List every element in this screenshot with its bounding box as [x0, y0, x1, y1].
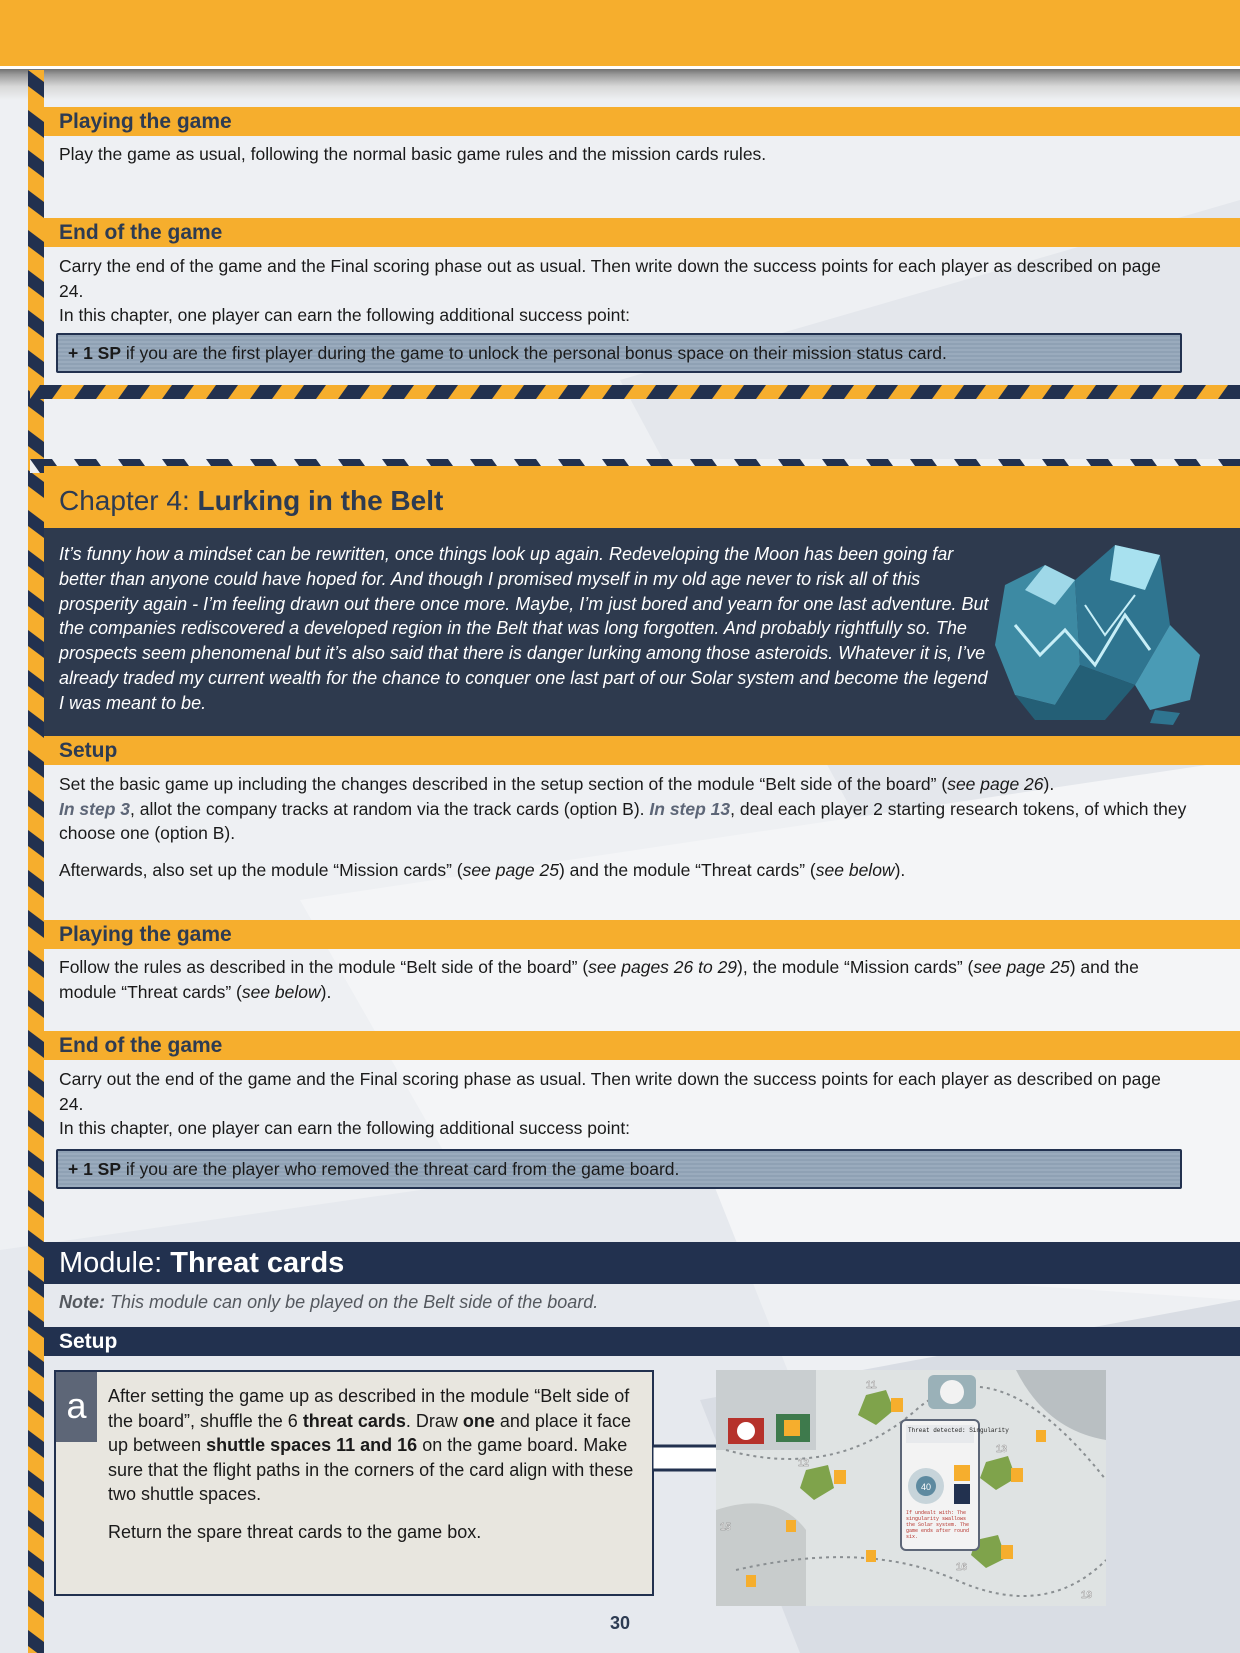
playing-text-2: [59, 955, 1189, 1004]
space-label-13: 13: [996, 1444, 1008, 1455]
playing-text-d: ).: [320, 981, 332, 1002]
section-heading-end: End of the game: [44, 218, 1240, 247]
setup-text: [59, 772, 1189, 846]
hazard-divider: [30, 385, 1240, 399]
module-setup-heading: Setup: [44, 1327, 1240, 1356]
end-text: [59, 254, 1189, 328]
setup-ref-2: see page 25: [462, 860, 559, 880]
setup-ref-3: see below: [815, 860, 895, 880]
chapter-name: Lurking in the Belt: [197, 485, 444, 516]
step-return-text: Return the spare threat cards to the game box.: [108, 1522, 482, 1542]
step-one: one: [462, 1410, 495, 1431]
setup-step-13: In step 13: [649, 798, 731, 819]
success-point-box: [56, 333, 1182, 373]
setup-text-3c: ).: [894, 860, 906, 880]
setup-text-2b: , deal each player 2 starting research tokens, of which they choose one (option B).: [59, 798, 1187, 843]
sp-amount: + 1 SP: [68, 343, 122, 363]
space-label-16: 16: [956, 1562, 968, 1573]
section-heading-setup: Setup: [44, 736, 1240, 765]
space-label-12: 12: [798, 1458, 810, 1469]
header-shadow: [0, 66, 1240, 100]
sp-amount-2: + 1 SP: [68, 1159, 122, 1179]
module-title: [59, 1246, 344, 1280]
space-label-19: 19: [1081, 1590, 1093, 1601]
end-text-chapter-2: In this chapter, one player can earn the following additional success point:: [59, 1118, 631, 1138]
step-threat-cards: threat cards: [302, 1410, 406, 1431]
end-text-chapter: [59, 1067, 1189, 1141]
story-text: It’s funny how a mindset can be rewritten, once things look up again. Redeveloping the Moon has been going far better than anyone could have hoped for. And though I promised myself in my old age never to risk all of this prosperity again - I’m feeling drawn out there once more. Maybe, I’m just bored and yearn for one last adventure. But the companies rediscovered a developed region in the Belt that was long forgotten. And probably rightfully so. The prospects seem phenomenal but it’s also said that there is danger lurking among those asteroids. Whatever it is, I’ve already traded my current wealth for the chance to conquer one last part of our Solar system and become the legend I was meant to be.: [59, 544, 989, 713]
playing-text-c: ) and the module “Threat cards” (: [59, 957, 1139, 1002]
space-label-11: 11: [866, 1380, 877, 1391]
svg-text:Threat detected: Singularity: [908, 1427, 1009, 1434]
sp-condition-2: if you are the player who removed the threat card from the game board.: [121, 1159, 680, 1179]
section-heading-playing: Playing the game: [44, 107, 1240, 136]
step-letter-badge: a: [56, 1372, 97, 1442]
playing-ref-2: see page 25: [973, 957, 1070, 977]
setup-text-2: , allot the company tracks at random via the track cards (option B).: [130, 798, 650, 819]
page-number: 30: [609, 1613, 631, 1633]
step-instructions: [108, 1384, 638, 1507]
chapter-title: [59, 484, 443, 518]
note-label: Note:: [59, 1292, 105, 1312]
playing-ref-3: see below: [241, 981, 321, 1002]
left-hazard-strip: [28, 70, 44, 1653]
module-note: [59, 1289, 598, 1315]
step-text-2: . Draw: [405, 1410, 463, 1431]
section-heading-end-2: End of the game: [44, 1031, 1240, 1060]
success-point-box-2: [56, 1149, 1182, 1189]
end-text-chapter-1: Carry out the end of the game and the Final scoring phase as usual. Then write down the success points for each player as described on page 24.: [59, 1069, 1161, 1114]
sp-condition: if you are the first player during the game to unlock the personal bonus space on their mission status card.: [121, 343, 947, 363]
end-text-1: Carry the end of the game and the Final scoring phase out as usual. Then write down the success points for each player as described on page 24.: [59, 256, 1161, 301]
playing-text-a: Follow the rules as described in the module “Belt side of the board” (: [59, 957, 589, 977]
playing-ref-1: see pages 26 to 29: [588, 957, 738, 977]
module-prefix: Module:: [59, 1247, 171, 1279]
chapter-prefix: Chapter 4:: [59, 485, 198, 516]
setup-ref-1: see page 26: [947, 774, 1044, 794]
end-text-2: In this chapter, one player can earn the following additional success point:: [59, 305, 631, 325]
card-text: If undealt with: The singularity swallows the Solar system. The game ends after round six.: [906, 1510, 970, 1540]
setup-text-1: Set the basic game up including the changes described in the setup section of the module “Belt side of the board” (: [59, 774, 948, 794]
playing-text: Play the game as usual, following the normal basic game rules and the mission cards rules.: [59, 144, 767, 164]
space-label-15: 15: [720, 1522, 732, 1533]
card-title-line: Threat detected: Singularity: [908, 1427, 1009, 1434]
card-value: 40: [921, 1482, 932, 1492]
step-text-1: After setting the game up as described in the module “Belt side of the board”, shuffle the 6: [108, 1386, 630, 1431]
setup-afterwards-text: [59, 858, 1189, 883]
step-text-4: on the game board. Make sure that the flight paths in the corners of the card align with these two shuttle spaces.: [108, 1435, 634, 1504]
setup-text-3b: ) and the module “Threat cards” (: [558, 860, 816, 880]
board-illustration: [716, 1370, 1106, 1606]
step-text-3: and place it face up between: [108, 1410, 631, 1455]
crystal-illustration: [985, 535, 1210, 730]
setup-step-3: In step 3: [59, 798, 130, 819]
step-shuttle-spaces: shuttle spaces 11 and 16: [206, 1435, 418, 1455]
setup-text-3: Afterwards, also set up the module “Mission cards” (: [59, 860, 463, 880]
playing-text-b: ), the module “Mission cards” (: [737, 957, 974, 977]
header-divider: [0, 66, 1240, 69]
module-name: Threat cards: [170, 1247, 345, 1279]
header-band: [0, 0, 1240, 66]
note-text: This module can only be played on the Belt side of the board.: [105, 1292, 599, 1312]
setup-text-1b: ).: [1043, 774, 1055, 794]
section-heading-playing-2: Playing the game: [44, 920, 1240, 949]
